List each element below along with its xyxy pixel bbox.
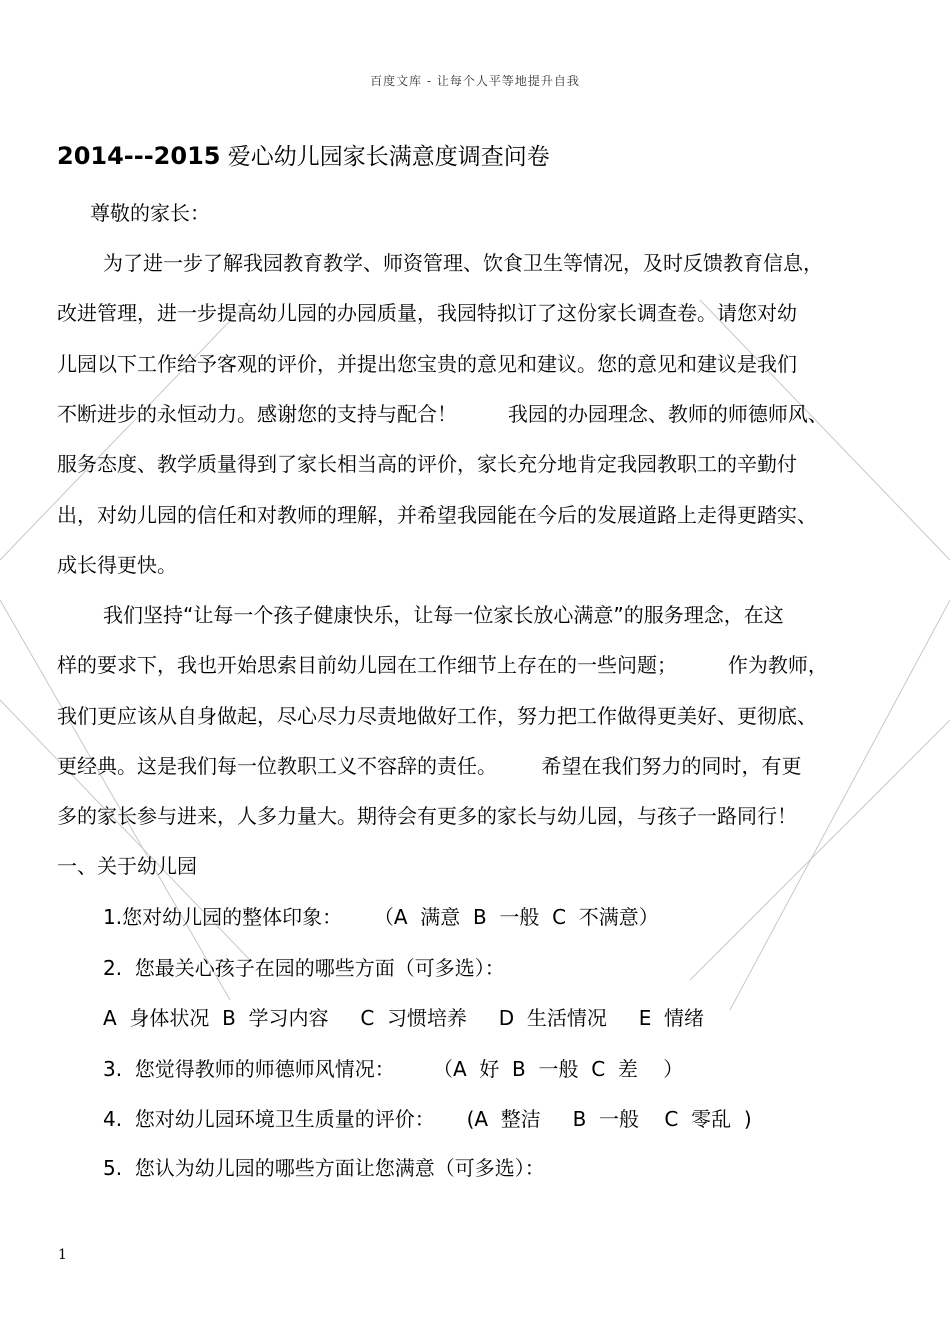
question-item: 1.您对幼儿园的整体印象： （A 满意 B 一般 C 不满意） [103,905,659,929]
title-text: 爱心幼儿园家长满意度调查问卷 [227,144,550,170]
paragraph1-line: 出，对幼儿园的信任和对教师的理解，并希望我园能在今后的发展道路上走得更踏实、 [57,503,817,527]
question-item: 3. 您觉得教师的师德师风情况： （A 好 B 一般 C 差 ） [103,1057,684,1081]
paragraph1-line: 成长得更快。 [57,553,177,577]
paragraph2-line: 更经典。这是我们每一位教职工义不容辞的责任。 希望在我们努力的同时，有更 [57,754,802,778]
question-item: 4. 您对幼儿园环境卫生质量的评价： (A 整洁 B 一般 C 零乱 ) [103,1107,752,1131]
page-header: 百度文库 - 让每个人平等地提升自我 [370,74,580,88]
paragraph2-line: 多的家长参与进来，人多力量大。期待会有更多的家长与幼儿园，与孩子一路同行！ [57,804,797,828]
document-title [57,138,550,171]
paragraph2-line: 我们更应该从自身做起，尽心尽力尽责地做好工作，努力把工作做得更美好、更彻底、 [57,704,817,728]
paragraph2-line: 样的要求下，我也开始思索目前幼儿园在工作细节上存在的一些问题； 作为教师， [57,653,828,677]
paragraph1-line: 不断进步的永恒动力。感谢您的支持与配合！ 我园的办园理念、教师的师德师风、 [57,402,828,426]
question-options: A 身体状况 B 学习内容 C 习惯培养 D 生活情况 E 情绪 [103,1006,705,1030]
paragraph1-line: 改进管理，进一步提高幼儿园的办园质量，我园特拟订了这份家长调查卷。请您对幼 [57,301,797,325]
section-heading: 一、关于幼儿园 [57,854,197,878]
paragraph1-line: 服务态度、教学质量得到了家长相当高的评价，家长充分地肯定我园教职工的辛勤付 [57,452,797,476]
question-item: 2. 您最关心孩子在园的哪些方面（可多选）： [103,956,505,980]
paragraph1-line: 儿园以下工作给予客观的评价，并提出您宝贵的意见和建议。您的意见和建议是我们 [57,352,797,376]
title-year: 2014---2015 [57,142,221,170]
page-number: 1 [58,1247,67,1263]
paragraph1-line: 为了进一步了解我园教育教学、师资管理、饮食卫生等情况，及时反馈教育信息， [103,251,823,275]
greeting: 尊敬的家长： [90,201,210,225]
question-item: 5. 您认为幼儿园的哪些方面让您满意（可多选）： [103,1156,545,1180]
paragraph2-line: 我们坚持“让每一个孩子健康快乐，让每一位家长放心满意”的服务理念，在这 [103,603,784,627]
